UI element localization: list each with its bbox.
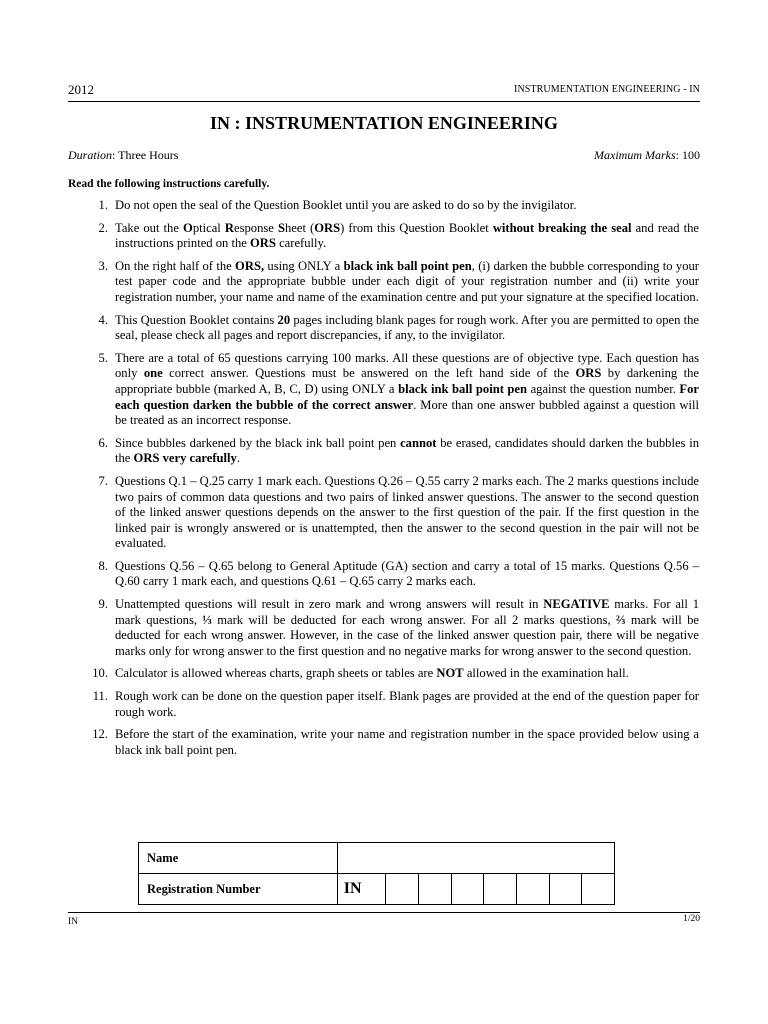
registration-digit-box[interactable] — [516, 874, 549, 905]
instruction-item: 5. There are a total of 65 questions carrying 100 marks. All these questions are of objective type. Each question has only one correct answer. Questions must be answered on the left hand side of the ORS by darkening the appropriate bubble (marked A, B, C, D) using ONLY a black ink ball point pen against the question number. For each question darken the bubble of the correct answer. More than one answer bubbled against a question will be treated as an incorrect response. — [98, 350, 699, 428]
registration-digit-box[interactable] — [418, 874, 451, 905]
registration-digit-box[interactable] — [451, 874, 484, 905]
registration-digit-box[interactable] — [386, 874, 419, 905]
duration: Duration: Three Hours — [68, 148, 179, 162]
exam-year: 2012 — [68, 82, 94, 97]
instruction-item: 9. Unattempted questions will result in zero mark and wrong answers will result in NEGATIVE marks. For all 1 mark questions, ⅓ mark will be deducted for each wrong answer. For all 2 marks questions, ⅔ mark will be deducted for each wrong answer. However, in the case of the linked answer question pair, there will be negative marks only for wrong answer to the first question and no negative marks for wrong answer to the second question. — [98, 597, 700, 658]
instructions-list — [68, 198, 699, 765]
registration-prefix: IN — [337, 874, 385, 905]
instruction-item: 8. Questions Q.56 – Q.65 belong to General Aptitude (GA) section and carry a total of 15 marks. Questions Q.56 – Q.60 carry 1 mark each, and questions Q.61 – Q.65 carry 2 marks each. — [98, 558, 699, 589]
footer-code: IN — [68, 917, 79, 927]
page-header — [68, 82, 700, 100]
instruction-item: 4. This Question Booklet contains 20 pages including blank pages for rough work. After you are permitted to open the seal, please check all pages and report discrepancies, if any, to the invigilator. — [98, 312, 700, 343]
exam-meta — [68, 148, 700, 164]
instructions-heading: Read the following instructions carefully. — [68, 178, 270, 190]
page-number: 1/20 — [683, 914, 700, 924]
page-title: IN : INSTRUMENTATION ENGINEERING — [210, 113, 558, 133]
instruction-item: 10. Calculator is allowed whereas charts, graph sheets or tables are NOT allowed in the examination hall. — [92, 666, 629, 681]
header-rule — [68, 101, 700, 102]
name-field[interactable] — [337, 843, 614, 874]
registration-digit-box[interactable] — [484, 874, 517, 905]
instruction-item: 2. Take out the Optical Response Sheet (ORS) from this Question Booklet without breaking the seal and read the instructions printed on the ORS carefully. — [98, 220, 699, 251]
instruction-item: 12. Before the start of the examination, write your name and registration number in the space provided below using a black ink ball point pen. — [92, 727, 699, 757]
instruction-item: 7. Questions Q.1 – Q.25 carry 1 mark each. Questions Q.26 – Q.55 carry 2 marks each. The 2 marks questions include two pairs of common data questions and two pairs of linked answer questions. The answer to the second question of the linked answer questions depends on the answer to the first question of the pair. If the first question in the linked pair is wrongly answered or is unattempted, then the answer to the second question in the pair will not be evaluated. — [98, 473, 699, 551]
subject-code: INSTRUMENTATION ENGINEERING - IN — [514, 84, 700, 95]
registration-digit-box[interactable] — [582, 874, 615, 905]
name-label: Name — [139, 843, 338, 874]
instruction-item: 1. Do not open the seal of the Question Booklet until you are asked to do so by the invigilator. — [98, 198, 577, 212]
footer-rule — [68, 912, 700, 913]
registration-digit-box[interactable] — [549, 874, 582, 905]
instruction-item: 6. Since bubbles darkened by the black ink ball point pen cannot be erased, candidates should darken the bubbles in the ORS very carefully. — [98, 435, 699, 466]
instruction-item: 3. On the right half of the ORS, using ONLY a black ink ball point pen, (i) darken the bubble corresponding to your test paper code and the appropriate bubble under each digit of your registration number and (ii) write your registration number, your name and name of the examination centre and put your signature at the specified location. — [98, 258, 699, 304]
max-marks: Maximum Marks: 100 — [594, 148, 700, 162]
registration-form — [138, 842, 615, 905]
instruction-item: 11. Rough work can be done on the question paper itself. Blank pages are provided at the end of the question paper for rough work. — [92, 689, 699, 719]
registration-number-label: Registration Number — [139, 874, 338, 905]
